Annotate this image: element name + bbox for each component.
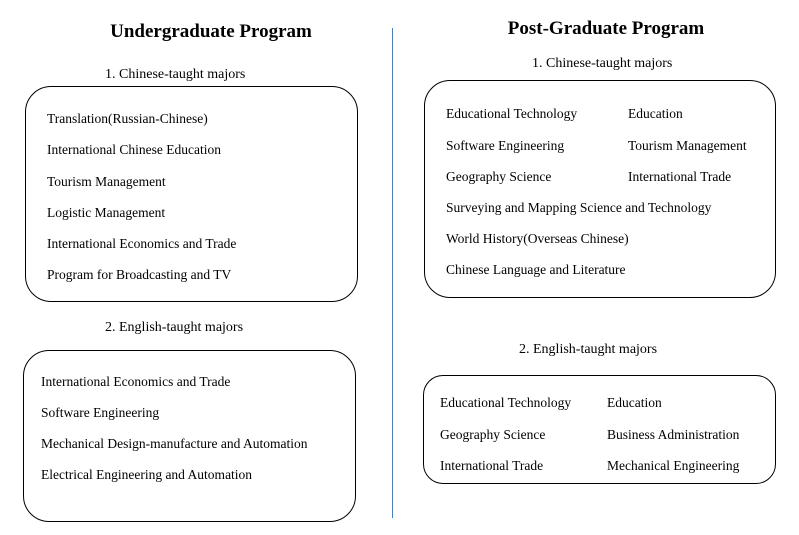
ug-chinese-major-1: Translation(Russian-Chinese) bbox=[47, 111, 208, 126]
postgraduate-chinese-heading: 1. Chinese-taught majors bbox=[532, 56, 673, 71]
ug-chinese-major-4: Logistic Management bbox=[47, 205, 166, 220]
pg-chinese-major-5: Geography Science bbox=[446, 169, 552, 184]
pg-chinese-major-8: World History(Overseas Chinese) bbox=[446, 231, 629, 246]
pg-chinese-major-2: Education bbox=[628, 106, 683, 121]
pg-english-major-5: International Trade bbox=[440, 458, 544, 473]
ug-chinese-major-6: Program for Broadcasting and TV bbox=[47, 267, 232, 282]
pg-chinese-major-7: Surveying and Mapping Science and Technology bbox=[446, 200, 712, 215]
ug-english-major-4: Electrical Engineering and Automation bbox=[41, 467, 253, 482]
ug-english-major-1: International Economics and Trade bbox=[41, 374, 231, 389]
pg-english-major-6: Mechanical Engineering bbox=[607, 458, 740, 473]
pg-chinese-major-1: Educational Technology bbox=[446, 106, 578, 121]
postgraduate-title: Post-Graduate Program bbox=[507, 18, 705, 39]
column-divider bbox=[392, 28, 393, 518]
ug-chinese-major-3: Tourism Management bbox=[47, 174, 166, 189]
undergraduate-title: Undergraduate Program bbox=[110, 21, 312, 42]
ug-chinese-major-5: International Economics and Trade bbox=[47, 236, 237, 251]
undergraduate-english-heading: 2. English-taught majors bbox=[105, 320, 244, 335]
ug-english-major-2: Software Engineering bbox=[41, 405, 160, 420]
ug-english-major-3: Mechanical Design-manufacture and Automation bbox=[41, 436, 308, 451]
pg-english-major-2: Education bbox=[607, 395, 662, 410]
undergraduate-chinese-heading: 1. Chinese-taught majors bbox=[105, 67, 246, 82]
pg-chinese-major-4: Tourism Management bbox=[628, 138, 747, 153]
ug-chinese-major-2: International Chinese Education bbox=[47, 142, 221, 157]
pg-english-major-1: Educational Technology bbox=[440, 395, 572, 410]
pg-chinese-major-6: International Trade bbox=[628, 169, 732, 184]
pg-chinese-major-9: Chinese Language and Literature bbox=[446, 262, 626, 277]
pg-chinese-major-3: Software Engineering bbox=[446, 138, 565, 153]
pg-english-major-4: Business Administration bbox=[607, 427, 740, 442]
pg-english-major-3: Geography Science bbox=[440, 427, 546, 442]
postgraduate-english-heading: 2. English-taught majors bbox=[519, 342, 658, 357]
